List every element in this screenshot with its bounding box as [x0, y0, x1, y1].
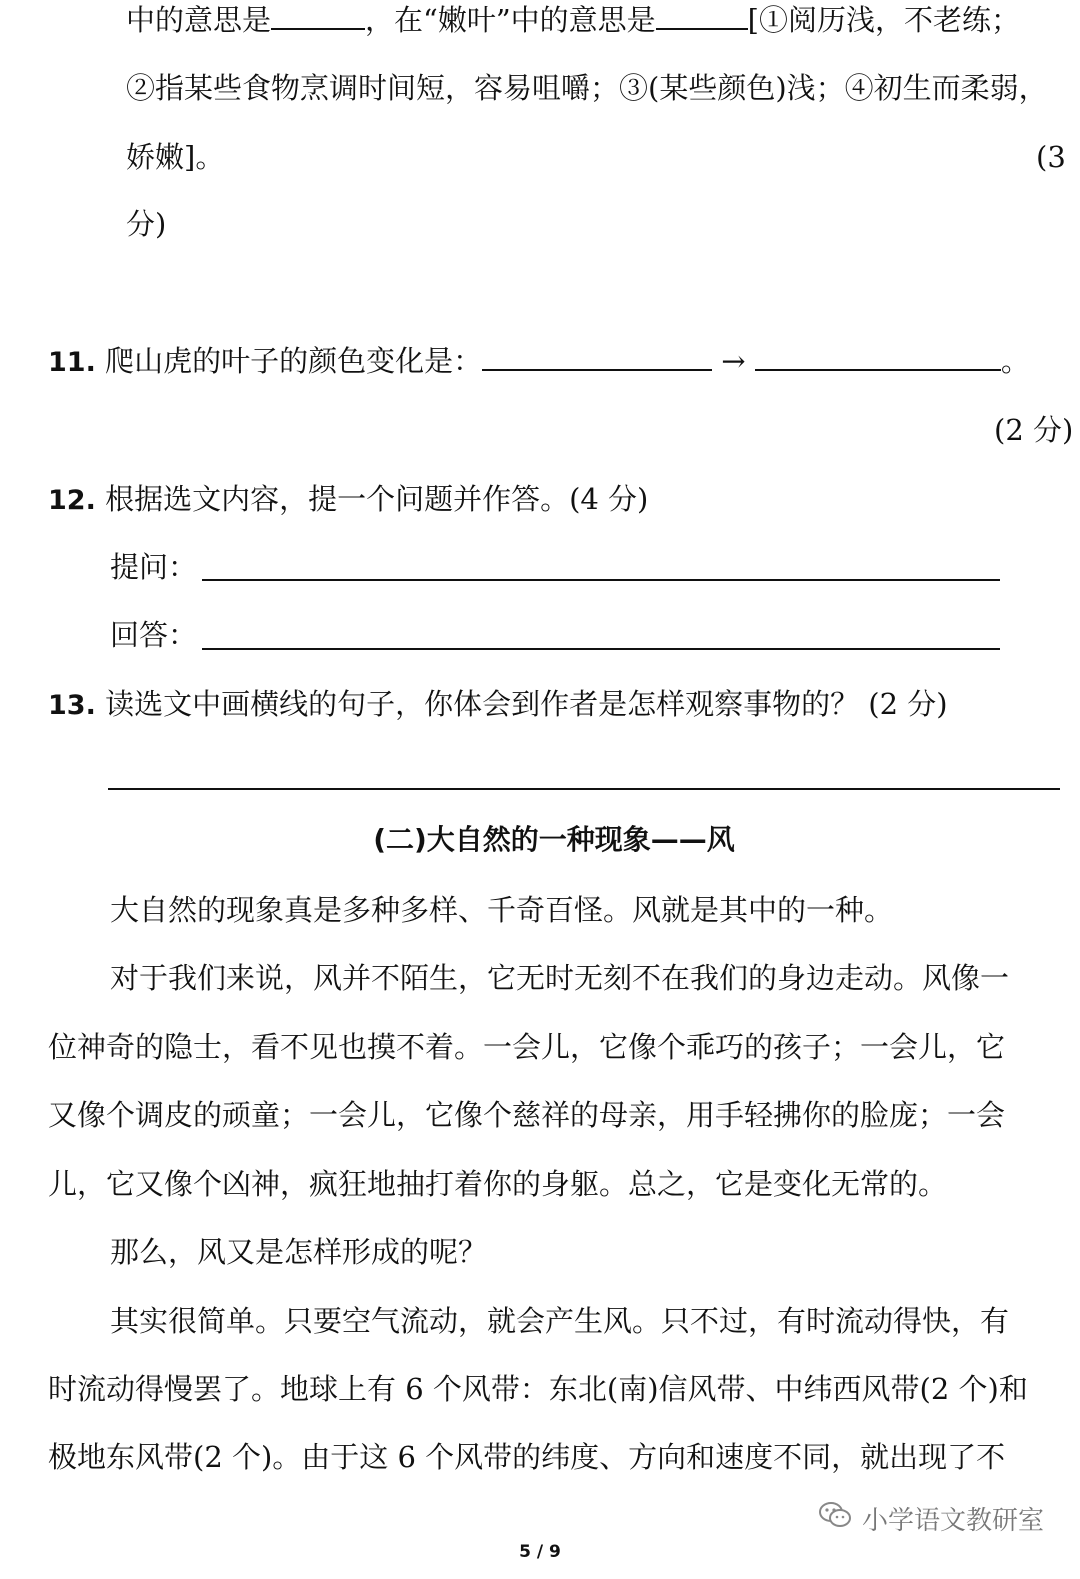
- q11-line: 11. 爬山虎的叶子的颜色变化是： → 。: [48, 344, 1030, 378]
- q10-blank-1[interactable]: [271, 2, 365, 30]
- q10-line-1: 中的意思是 ，在“嫩叶”中的意思是 [①阅历浅，不老练；: [126, 3, 1020, 37]
- page-number: 5 / 9: [519, 1542, 561, 1562]
- paragraph-4-line-2: 时流动得慢罢了。地球上有 6 个风带：东北(南)信风带、中纬西风带(2 个)和: [48, 1372, 1028, 1406]
- paragraph-4-line-3: 极地东风带(2 个)。由于这 6 个风带的纬度、方向和速度不同，就出现了不: [48, 1440, 1006, 1474]
- q12-ask-answer-line[interactable]: [202, 579, 1000, 581]
- paragraph-2-line-2: 位神奇的隐士，看不见也摸不着。一会儿，它像个乖巧的孩子；一会儿，它: [48, 1030, 1006, 1064]
- paragraph-1: 大自然的现象真是多种多样、千奇百怪。风就是其中的一种。: [110, 893, 894, 927]
- paragraph-2-line-3: 又像个调皮的顽童；一会儿，它像个慈祥的母亲，用手轻拂你的脸庞；一会: [48, 1098, 1006, 1132]
- q12-text: 根据选文内容，提一个问题并作答。(4 分): [105, 482, 649, 516]
- q13-line: [48, 684, 948, 726]
- q12-line: [48, 479, 648, 521]
- q10-score-a: (3: [1036, 140, 1066, 174]
- paragraph-2-line-1: 对于我们来说，风并不陌生，它无时无刻不在我们的身边走动。风像一: [110, 961, 1010, 995]
- q12-number: 12.: [48, 485, 96, 516]
- q10-line-2: ②指某些食物烹调时间短，容易咀嚼；③(某些颜色)浅；④初生而柔弱，: [126, 71, 1048, 105]
- watermark: [818, 1500, 1044, 1537]
- q12-answer-line[interactable]: [202, 648, 1000, 650]
- watermark-text: 小学语文教研室: [862, 1506, 1045, 1536]
- q11-score: (2 分): [994, 413, 1074, 447]
- q10-blank-2[interactable]: [656, 2, 748, 30]
- q10-score-b: 分): [126, 207, 167, 241]
- q13-text: 读选文中画横线的句子，你体会到作者是怎样观察事物的？ (2 分): [105, 687, 948, 721]
- q13-number: 13.: [48, 690, 96, 721]
- arrow-icon: →: [721, 344, 746, 378]
- paragraph-3: 那么，风又是怎样形成的呢？: [110, 1235, 488, 1269]
- paragraph-4-line-1: 其实很简单。只要空气流动，就会产生风。只不过，有时流动得快，有: [110, 1304, 1010, 1338]
- wechat-icon: [818, 1500, 852, 1537]
- q11-text: 爬山虎的叶子的颜色变化是：: [105, 344, 483, 378]
- q11-number: 11.: [48, 347, 96, 378]
- paragraph-2-line-4: 儿，它又像个凶神，疯狂地抽打着你的身躯。总之，它是变化无常的。: [48, 1167, 948, 1201]
- q11-blank-2[interactable]: [755, 343, 1001, 371]
- q12-ask-label: 提问：: [110, 550, 198, 584]
- q12-answer-label: 回答：: [110, 618, 198, 652]
- section-title: (二)大自然的一种现象——风: [373, 823, 735, 856]
- q11-blank-1[interactable]: [482, 343, 712, 371]
- q13-answer-line[interactable]: [108, 788, 1060, 790]
- q10-line-3: 娇嫩]。: [126, 140, 225, 174]
